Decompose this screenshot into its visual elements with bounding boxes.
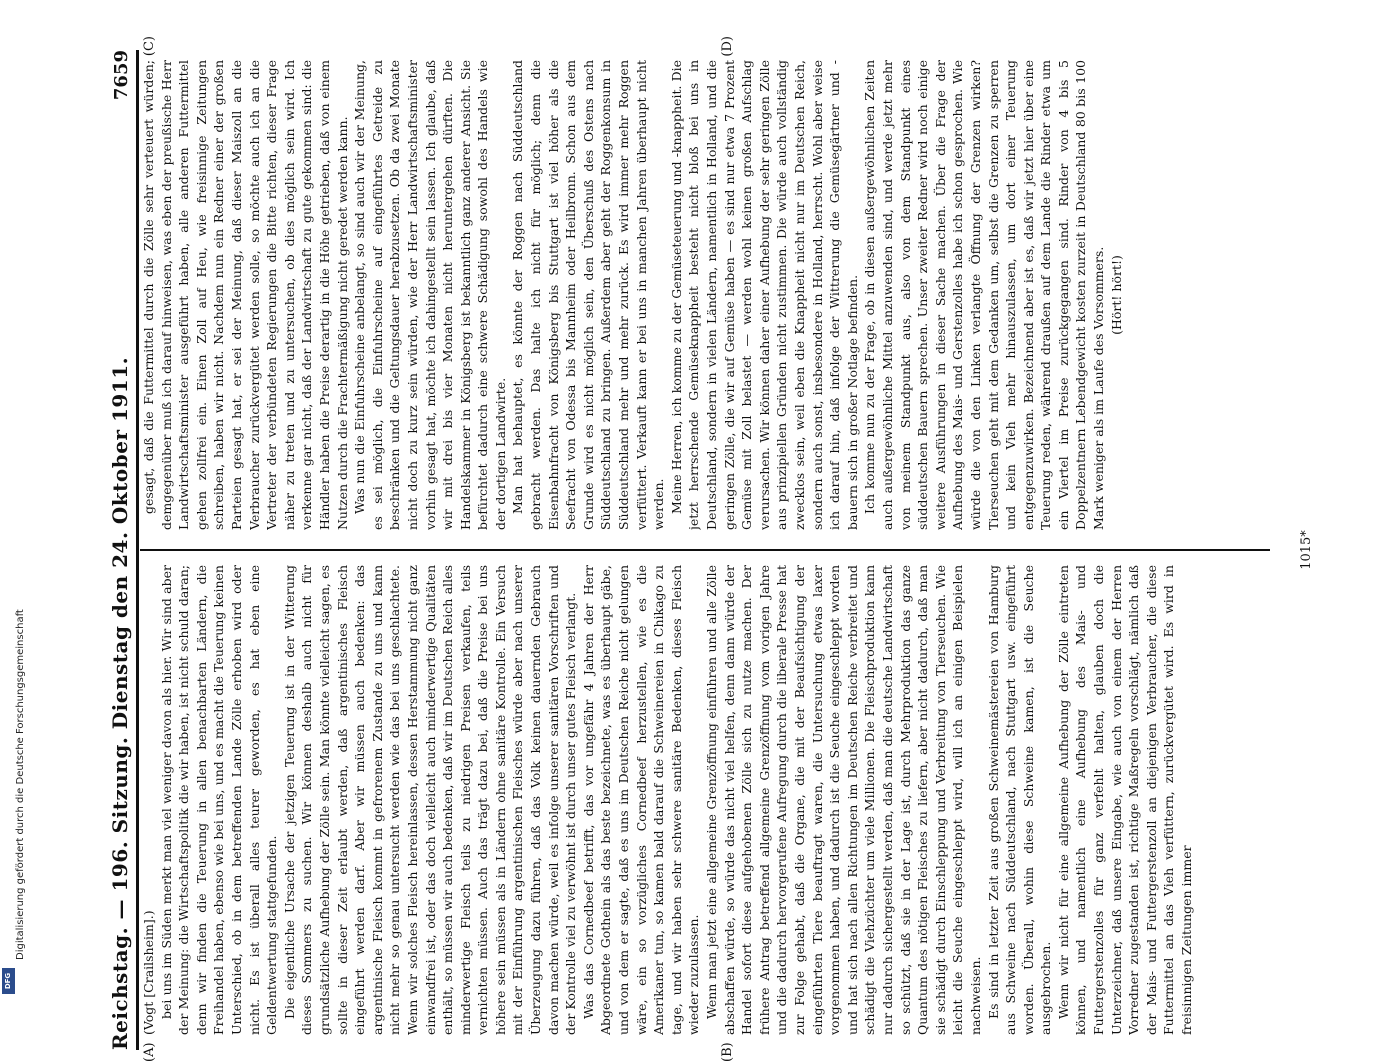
- page-header: [102, 50, 139, 1050]
- dfg-logo: [2, 968, 15, 994]
- interjection: (Hört! hört!): [1108, 255, 1124, 335]
- margin-marker-c: (C): [142, 36, 157, 57]
- column-divider: [140, 549, 1270, 551]
- paragraph: Meine Herren, ich komme zu der Gemüseteuerung und -knappheit. Die jetzt herrschende Gemüseknappheit besteht nicht bloß bei uns in Deutschland, sondern in vielen Ländern, namentlich in Holland, und die geringen Zölle, die wir auf Gemüse haben — es sind nur etwa 7 Prozent Gemüse mit Zoll belastet — werden wohl keinen großen Aufschlag verursachen. Wir können daher einer Aufhebung der sehr geringen Zölle aus prinzipiellen Gründen nicht zustimmen. Die würde auch vollständig zwecklos sein, weil eben die Knappheit nicht nur im Deutschen Reich, sondern auch sonst, insbesondere in Holland, herrscht. Wohl aber weise ich darauf hin, daß infolge der Wittrerung die Gemüsegärtner und -bauern sich in großer Notlage befinden.: [668, 60, 860, 530]
- funding-sidebar: [2, 0, 26, 1000]
- paragraph: Es sind in letzter Zeit aus großen Schweinemästereien von Hamburg aus Schweine nach Süddeutschland, nach Stuttgart usw. eingeführt worden. Überall, wohin diese Schweine kamen, ist die Seuche ausgebrochen.: [985, 565, 1054, 1035]
- paragraph: Man hat behauptet, es könnte der Roggen nach Süddeutschland gebracht werden. Das halte ich nicht für möglich; denn die Eisenbahnfracht von Königsberg bis Stuttgart ist viel höher als die Seefracht von Odessa bis Mannheim oder Heilbronn. Schon aus dem Grunde wird es nicht möglich sein, den Überschuß des Ostens nach Süddeutschland zu bringen. Außerdem aber geht der Roggenkonsum in Süddeutschland mehr und mehr zurück. Es wird immer mehr Roggen verfüttert. Verkauft kann er bei uns in manchen Jahren überhaupt nicht werden.: [510, 60, 667, 530]
- left-column: [140, 565, 1280, 1035]
- right-column: [140, 60, 1280, 530]
- page-number: 7659: [111, 50, 132, 101]
- margin-marker-d: (D): [720, 36, 735, 57]
- speaker-label: (Vogt [Crailsheim].): [141, 910, 156, 1035]
- footer-page-code: 1015*: [1299, 530, 1314, 570]
- paragraph: Was das Cornedbeef betrifft, das vor ungefähr 4 Jahren der Herr Abgeordnete Gothein als das beste bezeichnete, was es überhaupt gäbe, und von dem er sagte, daß es uns im Deutschen Reiche nicht gelungen wäre, ein so vorzügliches Cornedbeef herzustellen, wie es die Amerikaner tun, so kamen bald darauf die Schweinereien in Chikago zu tage, und wir haben sehr schwere sanitäre Bedenken, dieses Fleisch wieder zuzulassen.: [580, 565, 702, 1035]
- paragraph: Die eigentliche Ursache der jetzigen Teuerung ist in der Witterung dieses Sommers zu suchen. Wir können deshalb auch nicht für grundsätzliche Aufhebung der Zölle sein. Man könnte vielleicht sagen, es sollte in dieser Zeit erlaubt werden, daß argentinisches Fleisch eingeführt werden darf. Aber wir müssen auch bedenken: das argentinische Fleisch kommt in gefrorenem Zustande zu uns und kann nicht mehr so genau untersucht werden wie das bei uns geschlachtete. Wenn wir solches Fleisch hereinlassen, dessen Herstammung nicht ganz einwandfrei ist, oder das doch vielleicht auch minderwertige Qualitäten enthält, so müssen wir auch bedenken, daß wir im Deutschen Reich alles minderwertige Fleisch teils zu niedrigen Preisen verkaufen, teils vernichten müssen. Auch das trägt dazu bei, daß die Preise bei uns höhere sein müssen als in Ländern ohne sanitäre Kontrolle. Ein Versuch mit der Einführung argentinischen Fleisches würde aber nach unserer Überzeugung dazu führen, daß das Volk keinen dauernden Gebrauch davon machen würde, weil es infolge unserer sanitären Vorschriften und der Kontrolle viel zu verwöhnt ist durch unser gutes Fleisch verlangt.: [281, 565, 579, 1035]
- paragraph: Wenn wir nicht für eine allgemeine Aufhebung der Zölle eintreten können, und namentlich eine Aufhebung des Mais- und Futtergerstenzolles für ganz verfehlt halten, glauben doch die Unterzeichner, daß unsere Eingabe, wie auch von einem der Herren Vorredner zugestanden ist, richtige Maßregeln vorschlägt, nämlich daß der Mais- und Futtergerstenzoll an diejenigen Verbraucher, die diese Futtermittel an das Vieh verfüttern, zurückvergütet wird. Es wird in freisinnigen Zeitungen immer: [1055, 565, 1195, 1035]
- margin-marker-b: (B): [720, 1042, 735, 1062]
- dfg-logo-text: DFG: [4, 972, 13, 990]
- funding-credit-text: Digitalisierung gefördert durch die Deutsche Forschungsgemeinschaft: [15, 609, 26, 960]
- paragraph: bei uns im Süden merkt man viel weniger davon als hier. Wir sind aber der Meinung: die Wirtschaftspolitik die wir haben, ist nicht schuld daran; denn wir finden die Teuerung in allen benachbarten Ländern, die Freihandel haben, ebenso wie bei uns, und es macht die Teuerung keinen Unterschied, ob in dem betreffenden Lande Zölle erhoben wird oder nicht. Es ist überall alles teurer geworden, es hat eben eine Geldentwertung stattgefunden.: [158, 565, 280, 1035]
- header-title: Reichstag. — 196. Sitzung. Dienstag den 24. Oktober 1911.: [108, 356, 132, 1050]
- paragraph: gesagt, daß die Futtermittel durch die Zölle sehr verteuert würden; demgegenüber muß ich darauf hinweisen, was eben der preußische Herr Landwirtschaftsminister ausgeführt haben, alle anderen Futtermittel gehen zollfrei ein. Einen Zoll auf Heu, wie freisinnige Zeitungen schreiben, haben wir nicht. Nachdem nun ein Redner einer der großen Parteien gesagt hat, er sei der Meinung, daß dieser Maiszoll an die Verbraucher zurückvergütet werden solle, so möchte auch ich an die Vertreter der verbündeten Regierungen die Bitte richten, dieser Frage näher zu treten und zu untersuchen, ob dies möglich sein wird. Ich verkenne gar nicht, daß der Landwirtschaft zu gute gekommen sind: die Händler haben die Preise derartig in die Höhe getrieben, daß von einem Nutzen durch die Frachtermäßigung nicht geredet werden kann.: [141, 60, 350, 530]
- scanned-page: [60, 36, 1320, 1062]
- paragraph: Wenn man jetzt eine allgemeine Grenzöffnung einführen und alle Zölle abschaffen würde, so würde das nicht viel helfen, denn dann würde der Handel sofort diese aufgehobenen Zölle sich zu nutze machen. Der frühere Antrag betreffend allgemeine Grenzöffnung vom vorigen Jahre und die dadurch hervorgerufene Aufregung durch die liberale Presse hat zur Folge gehabt, daß die Organe, die mit der Beaufsichtigung der eingeführten Tiere beauftragt waren, die Untersuchung etwas laxer vorgenommen haben, und dadurch ist die Seuche eingeschleppt worden und hat sich nach allen Richtungen im Deutschen Reiche verbreitet und schädigt die Viehzüchter um viele Millionen. Die Fleischproduktion kann nur dadurch sichergestellt werden, daß man die deutsche Landwirtschaft so schützt, daß sie in der Lage ist, durch Mehrproduktion das ganze Quantum des nötigen Fleisches zu liefern, aber nicht dadurch, daß man sie schädigt durch Einschleppung und Verbreitung von Tierseuchen. Wie leicht die Seuche eingeschleppt wird, will ich an einigen Beispielen nachweisen.: [704, 565, 983, 1035]
- paragraph: Was nun die Einfuhrscheine anbelangt, so sind auch wir der Meinung, es sei möglich, die Einfuhrscheine auf eingeführtes Getreide zu beschränken und die Geltungsdauer herabzusetzen. Ob da zwei Monate nicht doch zu kurz sein würden, wie der Herr Landwirtschaftsminister vorhin gesagt hat, möchte ich dahingestellt sein lassen. Ich glaube, daß wir mit drei bis vier Monaten nicht heruntergehen dürften. Die Handelskammer in Königsberg ist bekanntlich ganz anderer Ansicht. Sie befürchtet dadurch eine schwere Schädigung sowohl des Handels wie der dortigen Landwirte.: [352, 60, 508, 530]
- paragraph: Ich komme nun zu der Frage, ob in diesen außergewöhnlichen Zeiten auch außergewöhnliche Mittel anzuwenden sind, und werde jetzt mehr von meinem Standpunkt aus, also von dem Standpunkt eines süddeutschen Bauern sprechen. Unser zweiter Redner wird noch einige weitere Ausführungen in dieser Sache machen. Über die Frage der Aufhebung des Mais- und Gerstenzolles habe ich schon gesprochen. Wie würde die von den Linken verlangte Öffnung der Grenzen wirken? Tierseuchen geht mit dem Gedanken um, selbst die Grenzen zu sperren und kein Vieh mehr hinauszulassen, um dort einer Teuerung entgegenzuwirken. Bezeichnend aber ist es, daß wir jetzt hier über eine Teuerung reden, während draußen auf dem Lande die Rinder etwa um ein Viertel im Preise zurückgegangen sind. Rinder von 4 bis 5 Doppelzentnern Lebendgewicht kosten zurzeit in Deutschland 80 bis 100 Mark weniger als im Laufe des Vorsommers.: [862, 60, 1107, 530]
- margin-marker-a: (A): [142, 1042, 157, 1062]
